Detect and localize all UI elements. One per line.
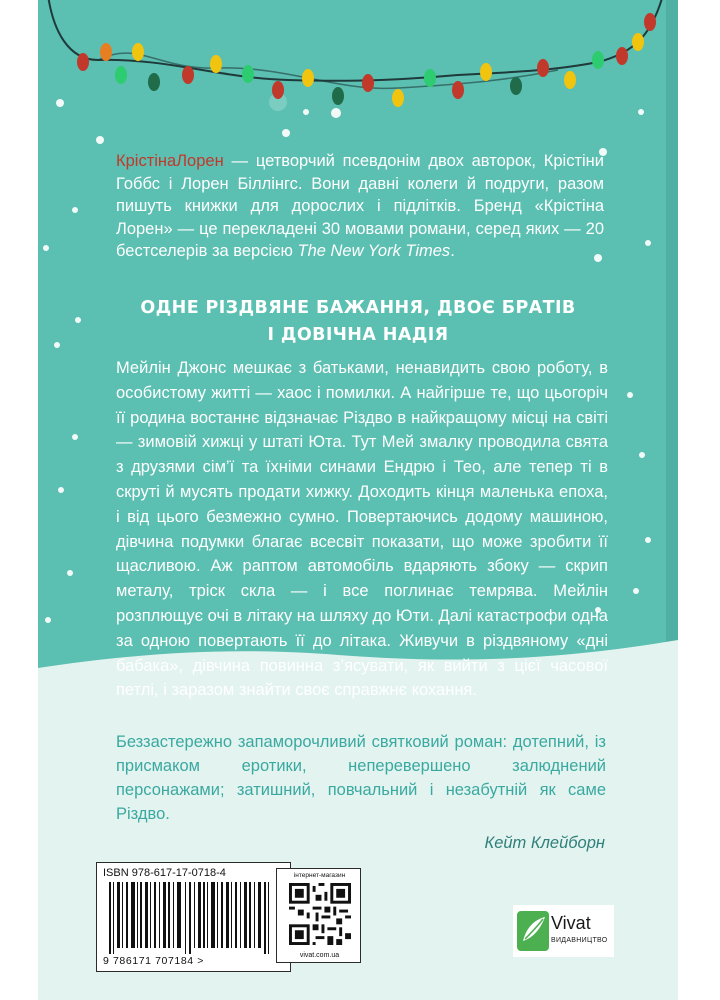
isbn-barcode-box: [96, 862, 291, 972]
qr-code: [289, 883, 351, 945]
isbn-number: 9 786171 707184 >: [103, 955, 204, 967]
headline: [78, 295, 638, 349]
author-name: КрістінаЛорен: [116, 152, 224, 170]
christmas-lights-garland: [38, 0, 678, 120]
quote-author: Кейт Клейборн: [484, 834, 605, 852]
author-bio-text: — цетворчий псевдонім двох авторок, Крістіни Гоббс і Лорен Біллінгс. Вони давні колеги й подруги, разом пишуть книжки для дорослих і підлітків. Бренд «Крістіна Лорен» — це перекладені 30 мовами романи, серед яких — 20 бестселерів за версією: [116, 152, 604, 261]
blurb-lower: розплющує очі в літаку на шляху до Юти. Далі катастрофи одна за одною повертають її до літака. Живучи в різдвяному «дні бабака», дівчина повинна з’ясувати, як вийти з цієї часової петлі, і заразом знайти своє справжнє кохання.: [116, 606, 608, 700]
bulbs: [77, 13, 656, 107]
shop-url: vivat.com.ua: [299, 952, 340, 959]
shop-qr-box: [276, 868, 361, 963]
blurb-upper: Мейлін Джонс мешкає з батьками, ненавидить свою роботу, в особистому житті — хаос і помилки. А найгірше те, що цьогоріч її родина востаннє відзначає Різдво в найкращому місці на світі — зимовій хижці у штаті Юта. Тут Мей змалку проводила свята з друзями сім’ї та їхніми синами Ендрю і Тео, але тепер ті в скруті й мусять продати хижку. Доходить кінця маленька епоха, і від цього безмежно сумно. Повертаючись додому машиною, дівчина подумки благає всесвіт показати, що може зробити її щасливою. Аж раптом автомобіль вдаряють збоку — скрип металу, тріск скла — і все поглинає темрява. Мейлін: [116, 359, 608, 601]
review-quote: Беззастережно запаморочливий святковий роман: дотепний, із присмаком еротики, неперевершено залюднений персонажами; затишний, повчальний і незабутній як саме Різдво.: [116, 733, 606, 823]
garland-wire: [48, 0, 663, 81]
vivat-leaf-icon: [517, 911, 549, 951]
barcode: [107, 882, 277, 954]
blurb: [116, 356, 608, 703]
newspaper-title: The New York Times: [297, 242, 451, 261]
author-bio-end: .: [450, 242, 455, 261]
publisher-subtitle: ВИДАВНИЦТВО: [551, 937, 608, 944]
isbn-label: ISBN 978-617-17-0718-4: [103, 867, 226, 879]
shop-label: інтернет-магазин: [293, 872, 346, 879]
publisher-name: Vivat: [551, 913, 591, 933]
headline-line-2: І ДОВІЧНА НАДІЯ: [267, 325, 449, 345]
author-bio: [116, 150, 604, 263]
publisher-logo: [513, 905, 614, 957]
back-cover: [38, 0, 678, 1000]
headline-line-1: ОДНЕ РІЗДВЯНЕ БАЖАННЯ, ДВОЄ БРАТІВ: [140, 298, 576, 318]
